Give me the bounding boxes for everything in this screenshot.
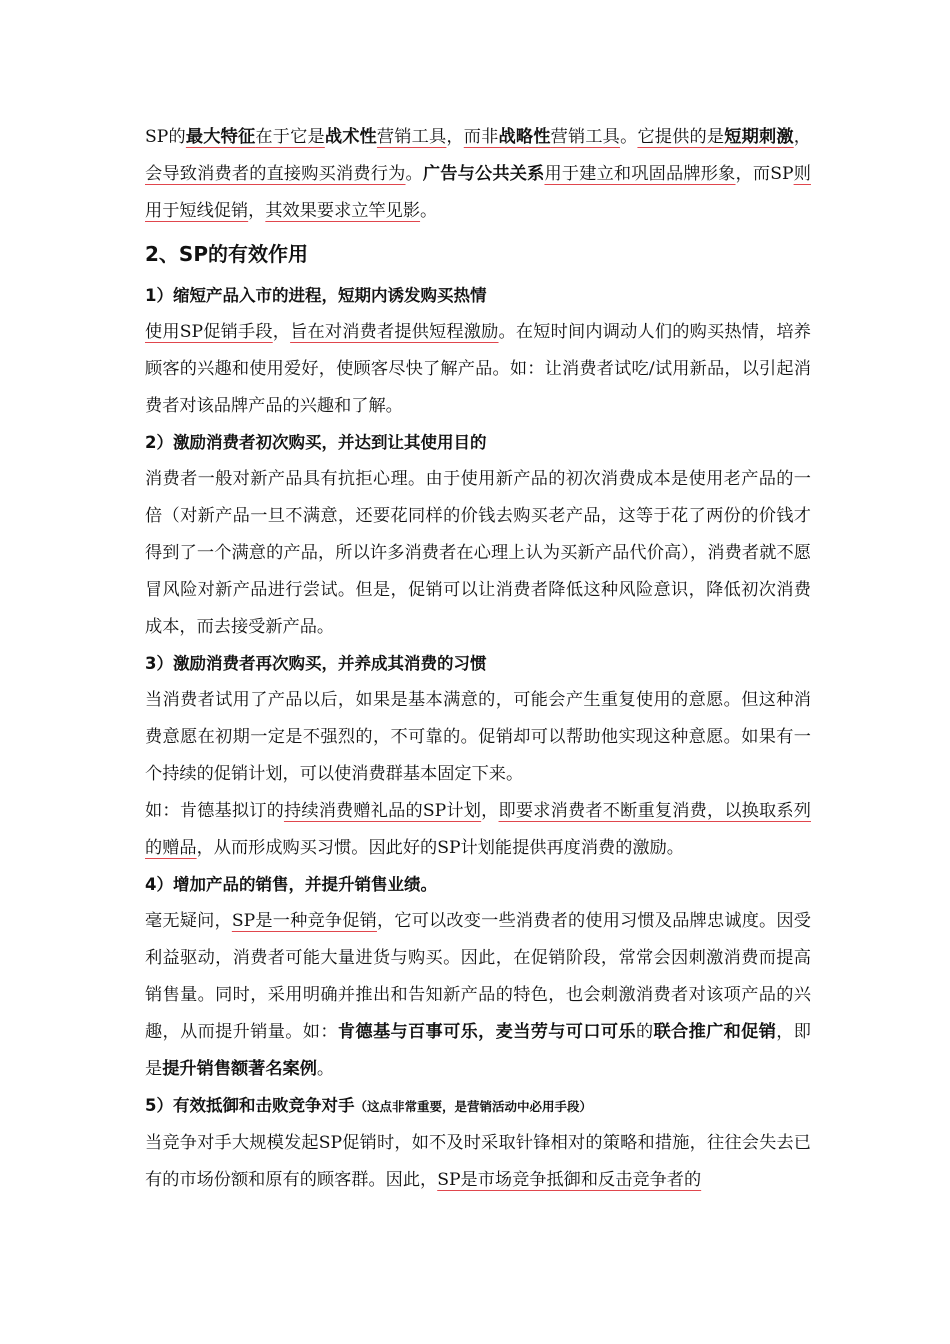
document-body — [145, 119, 811, 1199]
bold-run: 联合推广和促销 — [653, 1022, 777, 1042]
text-run: 当竞争对手大规模发起SP促销时，如不及时采取针锋相对的策略和措施，往往会失去已有的市场份额和原有的顾客群。因此， — [145, 1133, 811, 1190]
section-title: 2、SP的有效作用 — [145, 242, 308, 266]
underlined-run: 在于它是 — [255, 127, 325, 147]
text-run: ， — [481, 801, 499, 821]
item-paragraph-2: 消费者一般对新产品具有抗拒心理。由于使用新产品的初次消费成本是使用老产品的一倍（对新产品一旦不满意，还要花同样的价钱去购买老产品，这等于花了两份的价钱才得到了一个满意的产品，所以许多消费者在心理上认为买新产品代价高），消费者就不愿冒风险对新产品进行尝试。但是，促销可以让消费者降低这种风险意识，降低初次消费成本，而去接受新产品。 — [145, 469, 811, 637]
text-run: ， — [446, 127, 464, 147]
bold-run: 肯德基与百事可乐，麦当劳与可口可乐 — [337, 1022, 636, 1042]
bold-run: 广告与公共关系 — [422, 164, 545, 184]
underlined-run: 用于建立和巩固品牌形象 — [544, 164, 736, 184]
item-heading-3: 3）激励消费者再次购买，并养成其消费的习惯 — [145, 654, 487, 673]
text-run: 。 — [620, 127, 638, 147]
item-heading-4: 4）增加产品的销售，并提升销售业绩。 — [145, 875, 437, 894]
underlined-run: SP是市场竞争抵御和反击竞争者的 — [437, 1170, 702, 1190]
text-run: ， — [793, 127, 811, 147]
item-heading-2: 2）激励消费者初次购买，并达到让其使用目的 — [145, 433, 487, 452]
text-run: 。在短时间内调动人们的购买热情，培养顾客的兴趣和使用爱好，使顾客尽快了解产品。如：让消费者试吃/试用新品，以引起消费者对该品牌产品的兴趣和了解。 — [145, 322, 811, 416]
underlined-run: 营销工具 — [376, 127, 447, 147]
text-run: 如：肯德基拟订的 — [145, 801, 284, 821]
underlined-run: 其效果要求立竿见影 — [265, 201, 421, 221]
heading-text: 5）有效抵御和击败竞争对手 — [145, 1096, 355, 1115]
text-run: 。 — [420, 201, 438, 221]
intro-paragraph — [145, 119, 811, 230]
underlined-run: SP是一种竞争促销 — [231, 911, 377, 931]
underlined-run: 使用SP促销手段 — [145, 322, 273, 342]
text-run: 的 — [635, 1022, 654, 1042]
text-run: 。 — [405, 164, 423, 184]
item-paragraph-4 — [145, 903, 811, 1088]
bold-underlined-run: 战略性 — [498, 127, 551, 147]
text-run: ，即是 — [145, 1022, 811, 1079]
text-run: ，而SP — [735, 164, 794, 184]
item-paragraph-3: 当消费者试用了产品以后，如果是基本满意的，可能会产生重复使用的意愿。但这种消费意愿在初期一定是不强烈的，不可靠的。促销却可以帮助他实现这种意愿。如果有一个持续的促销计划，可以使消费群基本固定下来。 — [145, 690, 811, 784]
underlined-run: 会导致消费者的直接购买消费行为 — [145, 164, 406, 184]
text-run: ， — [272, 322, 291, 342]
text-run: ， — [248, 201, 266, 221]
underlined-run: 持续消费赠礼品的SP计划 — [283, 801, 482, 821]
item-heading-5 — [145, 1088, 811, 1125]
underlined-run: 营销工具 — [550, 127, 621, 147]
item-heading-1: 1）缩短产品入市的进程，短期内诱发购买热情 — [145, 286, 487, 305]
underlined-run: 旨在对消费者提供短程激励 — [290, 322, 499, 342]
text-run: ，从而形成购买习惯。因此好的SP计划能提供再度消费的激励。 — [196, 838, 684, 858]
bold-underlined-run: 短期刺激 — [724, 127, 794, 147]
underlined-run: 而非 — [463, 127, 499, 147]
text-run: SP的 — [145, 127, 186, 147]
bold-underlined-run: 最大特征 — [185, 127, 256, 147]
text-run: ，它可以改变一些消费者的使用习惯及品牌忠诚度。因受利益驱动，消费者可能大量进货与购买。因此，在促销阶段，常常会因刺激消费而提高销售量。同时，采用明确并推出和告知新产品的特色，也会刺激消费者对该项产品的兴趣，从而提升销量。如： — [145, 911, 811, 1042]
bold-run: 提升销售额著名案例 — [162, 1059, 317, 1079]
text-run: 毫无疑问， — [145, 911, 232, 931]
bold-run: 战术性 — [324, 127, 377, 147]
underlined-run: 即要求消费者不断重复消费，以换取系列的赠品 — [145, 801, 811, 858]
text-run: 。 — [316, 1059, 335, 1079]
underlined-run: 它提供的是 — [637, 127, 725, 147]
item-paragraph-3b — [145, 793, 811, 867]
underlined-run: 则用于短线促销 — [145, 164, 811, 221]
item-paragraph-1 — [145, 314, 811, 425]
item-paragraph-5 — [145, 1125, 811, 1199]
heading-note: （这点非常重要，是营销活动中必用手段） — [354, 1099, 592, 1114]
